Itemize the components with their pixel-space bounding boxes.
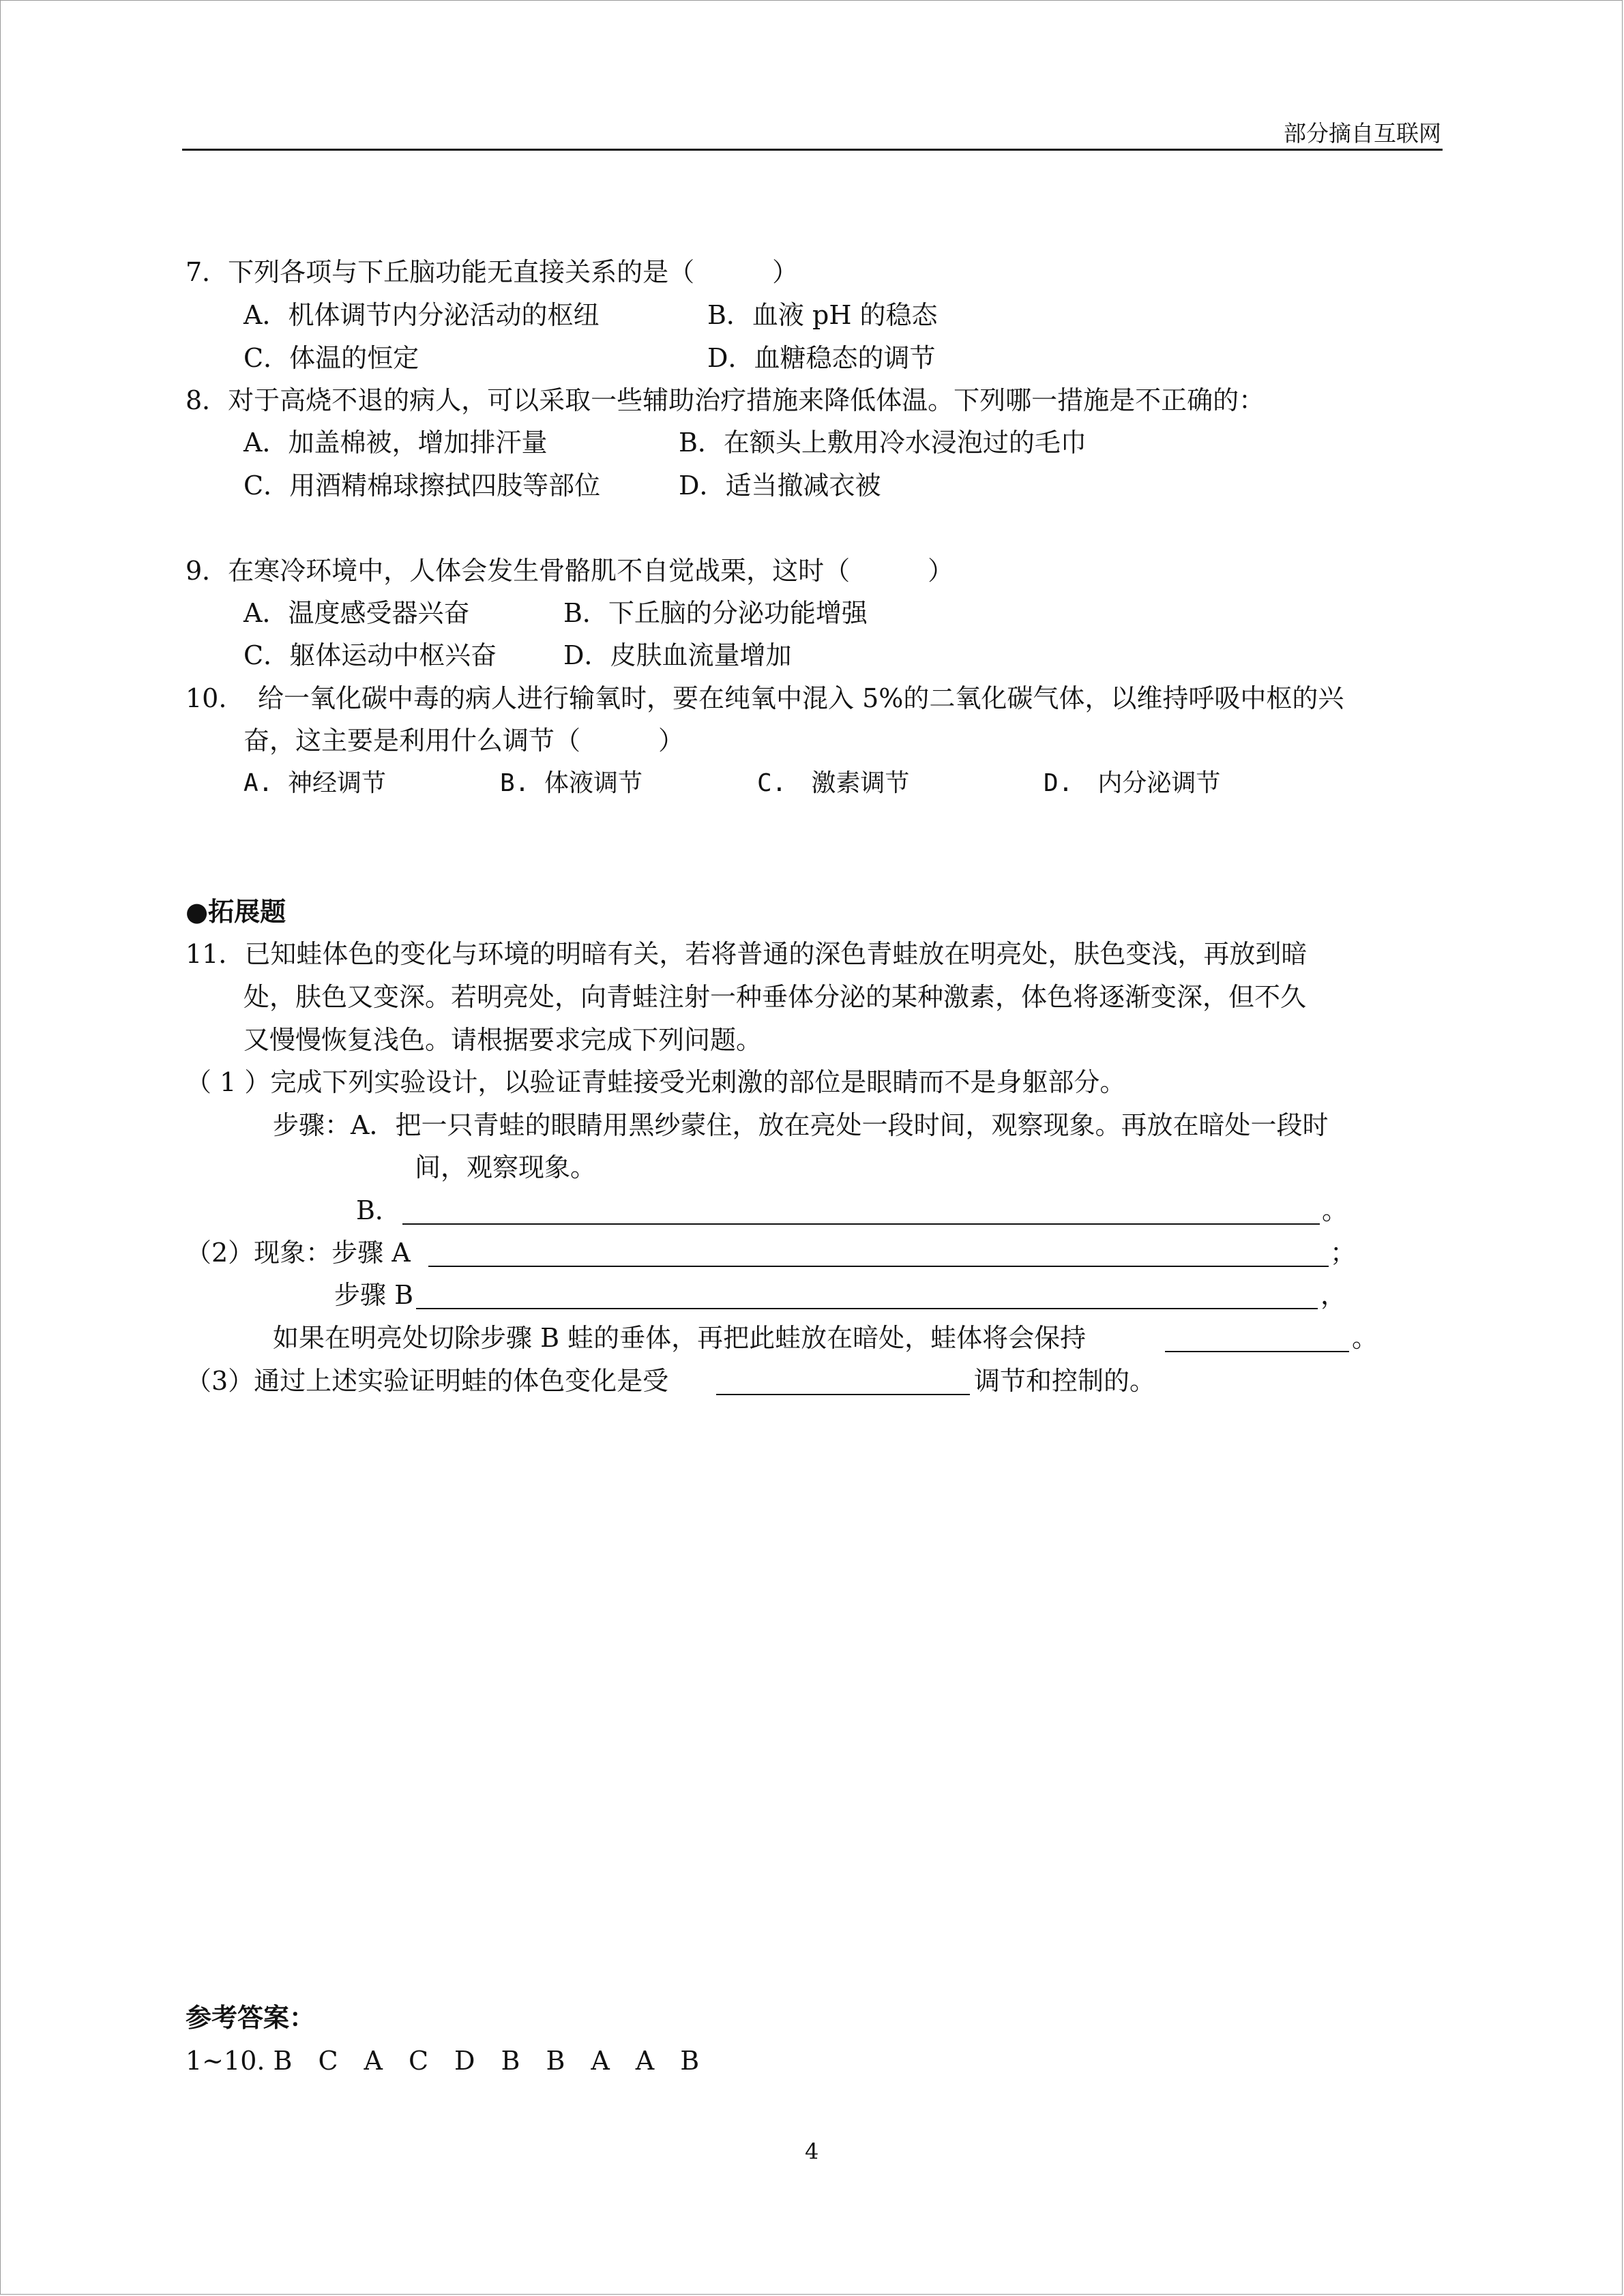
extension-title: ●拓展题 xyxy=(186,896,286,927)
q9-option-a: A．温度感受器兴奋 xyxy=(243,598,470,628)
q11-step-a-line1: 步骤：A．把一只青蛙的眼睛用黑纱蒙住，放在亮处一段时间，观察现象。再放在暗处一段时 xyxy=(273,1110,1329,1140)
q11-step-b-blank[interactable] xyxy=(402,1200,1320,1225)
q11-part2-end-b: ， xyxy=(1320,1280,1347,1310)
q8-option-d: D．适当撤减衣被 xyxy=(679,471,881,501)
q10-stem-line1: 给一氧化碳中毒的病人进行输氧时，要在纯氧中混入 5%的二氧化碳气体，以维持呼吸中枢的兴 xyxy=(258,683,1344,713)
q10-option-c: C. 激素调节 xyxy=(757,769,910,797)
q11-step-a-line2: 间，观察现象。 xyxy=(415,1152,597,1182)
q10-number: 10. xyxy=(186,683,227,713)
answers-title: 参考答案： xyxy=(186,2002,316,2033)
q9-option-d: D．皮肤血流量增加 xyxy=(563,640,792,670)
q11-line1: 11．已知蛙体色的变化与环境的明暗有关，若将普通的深色青蛙放在明亮处，肤色变浅，再放到暗 xyxy=(186,939,1308,969)
q7-option-a: A．机体调节内分泌活动的枢纽 xyxy=(243,300,600,330)
q11-line2: 处，肤色又变深。若明亮处，向青蛙注射一种垂体分泌的某种激素，体色将逐渐变深，但不久 xyxy=(243,982,1307,1012)
q11-part2-label: （2）现象：步骤 A xyxy=(186,1238,411,1268)
q9-option-c: C．躯体运动中枢兴奋 xyxy=(243,640,497,670)
q11-part2-extra-end: 。 xyxy=(1352,1323,1378,1353)
q9-stem: 9．在寒冷环境中，人体会发生骨骼肌不自觉战栗，这时（ ） xyxy=(186,556,954,586)
q8-option-c: C．用酒精棉球擦拭四肢等部位 xyxy=(243,471,601,501)
q11-step-b-end: 。 xyxy=(1322,1195,1348,1225)
q11-part3-start: （3）通过上述实验证明蛙的体色变化是受 xyxy=(186,1366,669,1396)
q11-part3-blank[interactable] xyxy=(716,1371,970,1395)
q8-stem: 8．对于高烧不退的病人，可以采取一些辅助治疗措施来降低体温。下列哪一措施是不正确的： xyxy=(186,385,1265,415)
q11-part3-end: 调节和控制的。 xyxy=(974,1366,1156,1396)
answers-text: 1~10. B C A C D B B A A B xyxy=(186,2046,700,2076)
q11-part2-blank-b[interactable] xyxy=(416,1285,1318,1309)
q11-part2-blank-a[interactable] xyxy=(428,1242,1329,1267)
q10-option-d: D. 内分泌调节 xyxy=(1044,769,1221,797)
q11-part2-blank-c[interactable] xyxy=(1165,1328,1349,1352)
page-number: 4 xyxy=(805,2138,819,2164)
q7-option-c: C．体温的恒定 xyxy=(243,343,419,373)
q11-step-b-label: B． xyxy=(356,1195,401,1225)
q11-part1: （ 1 ）完成下列实验设计，以验证青蛙接受光刺激的部位是眼睛而不是身躯部分。 xyxy=(186,1067,1126,1097)
q11-part2-end-a: ； xyxy=(1330,1238,1357,1268)
q8-option-a: A．加盖棉被，增加排汗量 xyxy=(243,428,548,458)
q8-option-b: B．在额头上敷用冷水浸泡过的毛巾 xyxy=(679,428,1087,458)
q7-option-b: B．血液 pH 的稳态 xyxy=(707,300,938,330)
q10-option-a: A. 神经调节 xyxy=(243,769,387,797)
q11-part2-step-b: 步骤 B xyxy=(334,1280,414,1310)
q11-line3: 又慢慢恢复浅色。请根据要求完成下列问题。 xyxy=(243,1025,763,1055)
header-text: 部分摘自互联网 xyxy=(1284,120,1441,147)
q10-stem-line2: 奋，这主要是利用什么调节（ ） xyxy=(243,726,685,756)
q11-part2-extra: 如果在明亮处切除步骤 B 蛙的垂体，再把此蛙放在暗处，蛙体将会保持 xyxy=(273,1323,1087,1353)
q9-option-b: B．下丘脑的分泌功能增强 xyxy=(563,598,868,628)
q7-option-d: D．血糖稳态的调节 xyxy=(707,343,936,373)
header-rule xyxy=(182,149,1443,151)
q7-stem: 7．下列各项与下丘脑功能无直接关系的是（ ） xyxy=(186,257,799,287)
q10-option-b: B. 体液调节 xyxy=(500,769,643,797)
